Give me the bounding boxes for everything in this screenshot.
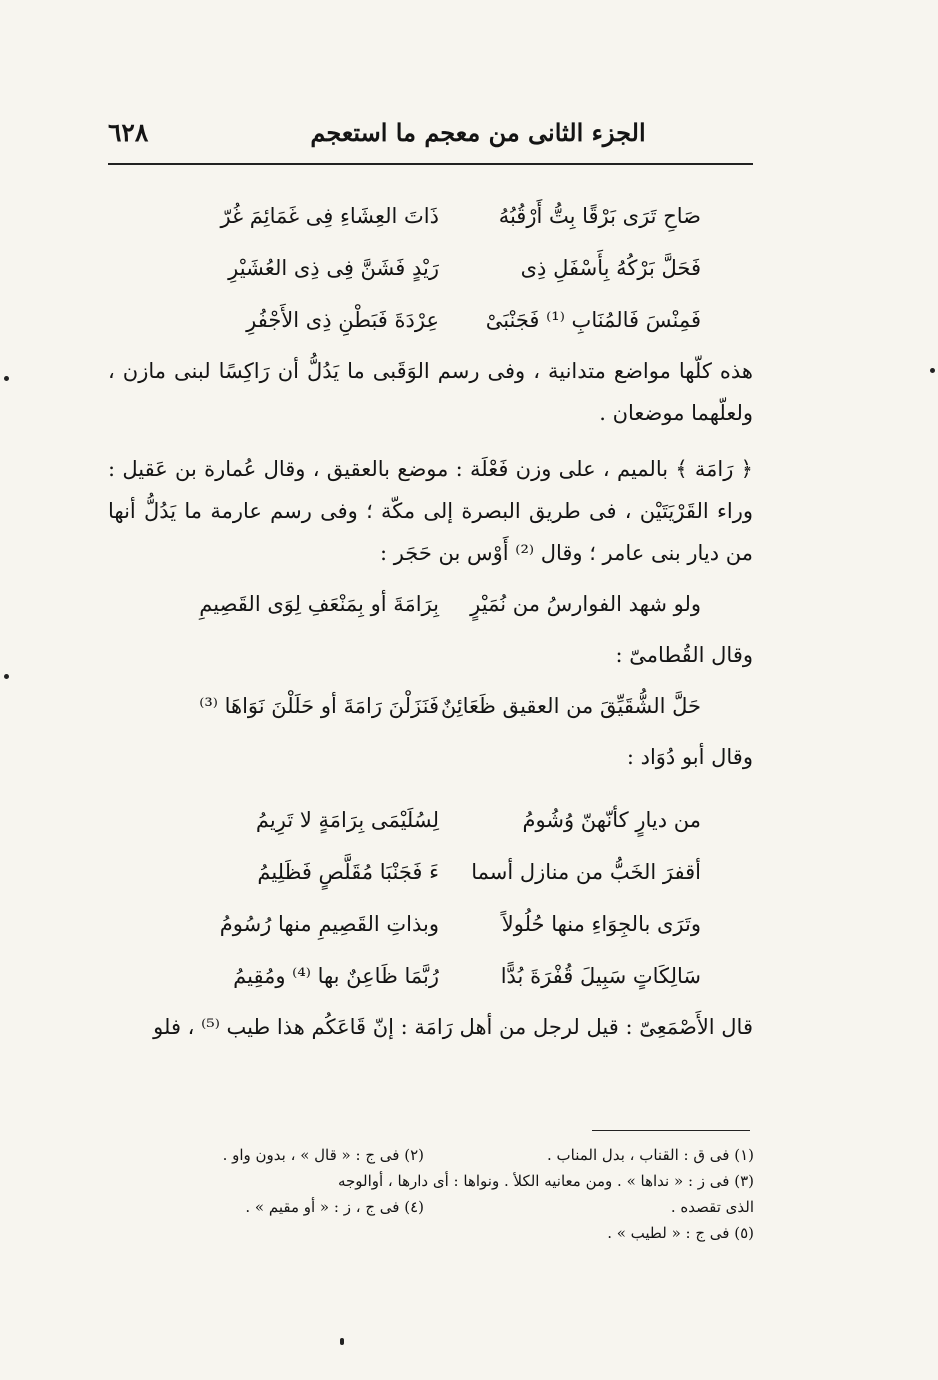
running-head: [108, 112, 753, 156]
margin-dot: [930, 368, 935, 373]
verse-second-hemistich: ءَ فَجَنْبَا مُقَلَّصٍ فَظَلِيمُ: [257, 860, 439, 884]
verse-line: [108, 846, 753, 898]
verse-second-hemistich: ذَاتَ العِشَاءِ فِى غَمَائِمَ غُرّ: [220, 204, 439, 228]
verse-line: [108, 190, 753, 242]
verse-second-hemistich: عِرْدَةَ فَبَطْنِ ذِى الأَجْفُرِ: [246, 308, 439, 332]
main-text: [108, 190, 753, 1052]
verse-second-hemistich: فَنَزَلْنَ رَامَةَ أو حَلَلْنَ نَوَاهَا ⁽³⁾: [199, 694, 439, 718]
footnote-4: (٤) فى ج ، ز : « أو مقيم » .: [245, 1198, 424, 1216]
verse-first-hemistich: فَحَلَّ بَرْكُهُ بِأَسْفَلِ ذِى: [520, 256, 701, 280]
verse-second-hemistich: رُبَّمَا ظَاعِنٌ بها ⁽⁴⁾ ومُقِيمُ: [233, 964, 439, 988]
page-number: ٦٢٨: [108, 118, 149, 147]
footnote-rule: [592, 1130, 750, 1131]
poet-intro: وقال أبو دُوَاد :: [626, 745, 753, 769]
poet-intro: وقال القُطامىّ :: [615, 643, 753, 667]
verse-second-hemistich: لِسُلَيْمَى بِرَامَةٍ لا تَرِيمُ: [255, 808, 439, 832]
footnote-3-continued: الذى تقصده .: [670, 1198, 754, 1216]
footnote-5: (٥) فى ج : « لطيب » .: [607, 1224, 754, 1242]
verse-first-hemistich: من ديارٍ كأنّهنّ وُشُومُ: [522, 808, 701, 832]
verse-line: [108, 898, 753, 950]
verse-line: [108, 950, 753, 1002]
footnotes: [104, 1142, 754, 1246]
bottom-mark: [340, 1338, 344, 1345]
verse-first-hemistich: سَالِكَاتٍ سَبِيلَ قُفْرَةَ بُدًّا: [500, 964, 701, 988]
margin-dot: [4, 376, 9, 381]
verse-second-hemistich: رَيْدٍ فَشَنَّ فِى ذِى العُشَيْرِ: [228, 256, 439, 280]
verse-first-hemistich: فَمِنْسَ فَالمُنَابِ ⁽¹⁾ فَجَنْبَىْ: [485, 308, 701, 332]
margin-dot: [4, 674, 9, 679]
footnote-3: (٣) فى ز : « نداها » . ومن معانيه الكلأ . ونواها : أى دارها ، أوالوجه: [337, 1172, 754, 1190]
verse-line: [108, 794, 753, 846]
verse-line: [108, 242, 753, 294]
verse-first-hemistich: صَاحِ تَرَى بَرْقًا بِتُّ أَرْقُبُهُ: [498, 204, 701, 228]
footnote-row: [104, 1194, 754, 1220]
footnote-2: (٢) فى ج : « قال » ، بدون واو .: [222, 1146, 424, 1164]
verse-first-hemistich: ولو شهد الفوارسُ من نُمَيْرٍ: [470, 592, 701, 616]
verse-first-hemistich: حَلَّ الشُّقَيِّقَ من العقيق ظَعَائِنٌ: [440, 694, 701, 718]
verse-first-hemistich: أقفرَ الخَبُّ من منازل أسما: [471, 860, 701, 884]
footnote-1: (١) فى ق : القناب ، بدل المناب .: [546, 1146, 754, 1164]
header-rule: [108, 163, 753, 165]
verse-line: [108, 578, 753, 630]
verse-first-hemistich: وتَرَى بالجِوَاءِ منها حُلُولاً: [501, 912, 701, 936]
prose-paragraph: قال الأَصْمَعِىّ : قيل لرجل من أهل رَامَة : إنّ قَاعَكُم هذا طيب ⁽⁵⁾ ، فلو: [153, 1015, 753, 1039]
footnote-row: [104, 1142, 754, 1168]
prose-paragraph: هذه كلّها مواضع متدانية ، وفى رسم الوَقَبى ما يَدُلُّ أن رَاكِسًا لبنى مازن ، ولعلّهما موضعان .: [108, 359, 753, 425]
running-title: الجزء الثانى من معجم ما استعجم: [310, 118, 646, 147]
verse-second-hemistich: بِرَامَةَ أو بِمَنْعَفِ لِوَى القَصِيمِ: [199, 592, 439, 616]
entry-rama-paragraph: ﴿ رَامَة ﴾ بالميم ، على وزن فَعْلَة : موضع بالعقيق ، وقال عُمارة بن عَقيل : وراء القَرْيَتَيْن ، فى طريق البصرة إلى مكّة ؛ وفى رسم عارمة ما يَدُلُّ أنها من ديار بنى عامر ؛ وقال ⁽²⁾ أَوْس بن حَجَر :: [108, 457, 753, 565]
verse-second-hemistich: وبذاتِ القَصِيمِ منها رُسُومُ: [219, 912, 439, 936]
verse-line: [108, 680, 753, 732]
verse-line: [108, 294, 753, 346]
